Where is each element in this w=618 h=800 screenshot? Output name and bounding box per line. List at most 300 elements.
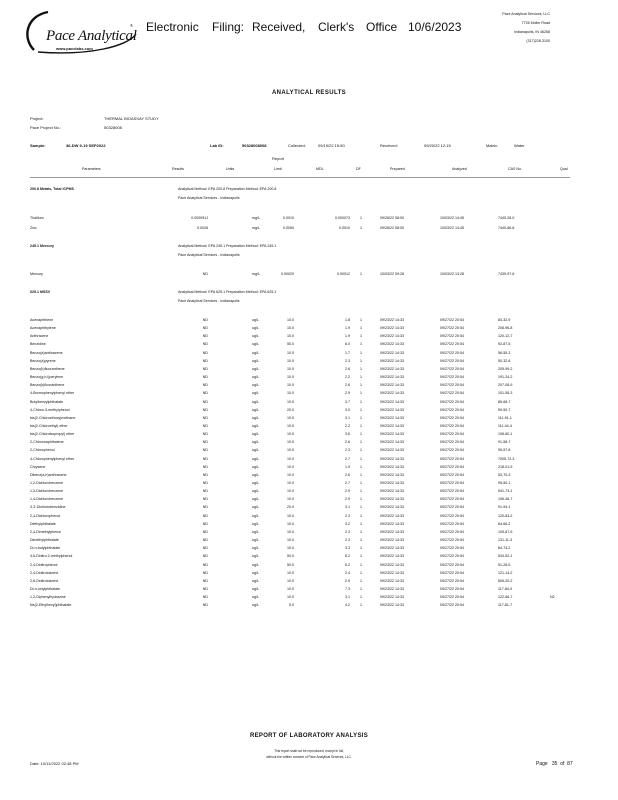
table-row xyxy=(0,505,618,513)
result-value: ND xyxy=(202,432,208,437)
prepared-date: 09/23/22 14:33 xyxy=(380,554,404,559)
df-value: 1 xyxy=(360,472,362,477)
parameter-name: 2,4-Dinitrophenol xyxy=(30,562,58,567)
result-value: ND xyxy=(202,472,208,477)
report-limit-value: 10.0 xyxy=(287,415,294,420)
result-value: ND xyxy=(202,464,208,469)
df-value: 1 xyxy=(360,554,362,559)
analyzed-date: 10/03/22 13:28 xyxy=(440,272,464,276)
unit-value: ug/L xyxy=(252,407,259,412)
result-value: ND xyxy=(202,318,208,322)
parameter-name: bis(2-Chloroisopropyl) ether xyxy=(30,432,75,437)
parameter-name: 4-Bromophenylphenyl ether xyxy=(30,391,75,396)
col-df: DF xyxy=(356,167,361,171)
table-row xyxy=(0,226,618,234)
mdl-value: 1.8 xyxy=(345,318,350,322)
col-limit: Limit xyxy=(274,167,282,171)
result-value: ND xyxy=(202,586,208,591)
table-row xyxy=(0,448,618,456)
page-of: of xyxy=(560,761,565,767)
unit-value: ug/L xyxy=(252,505,259,510)
report-limit-value: 20.0 xyxy=(287,407,294,412)
report-limit-value: 10.0 xyxy=(287,489,294,494)
mdl-value: 2.7 xyxy=(345,481,350,485)
parameter-name: Benzo(g,h,i)perylene xyxy=(30,375,64,380)
unit-value: ug/L xyxy=(252,366,259,371)
unit-value: ug/L xyxy=(252,513,259,518)
unit-value: ug/L xyxy=(252,529,259,534)
prepared-date: 09/23/22 14:33 xyxy=(380,529,404,534)
matrix-label: Matrix: xyxy=(486,143,498,148)
result-value: ND xyxy=(202,578,208,583)
cas-number: 85-68-7 xyxy=(498,399,511,404)
result-value: ND xyxy=(202,603,208,608)
unit-value: ug/L xyxy=(252,456,259,461)
prepared-date: 09/23/22 14:33 xyxy=(380,562,404,567)
result-value: ND xyxy=(202,456,208,461)
analyzed-date: 09/27/22 20:54 xyxy=(440,342,464,347)
prepared-date: 09/23/22 14:33 xyxy=(380,546,404,551)
prepared-date: 10/03/22 09:28 xyxy=(380,272,404,276)
analyzed-date: 09/27/22 20:54 xyxy=(440,440,464,445)
section-lab-row xyxy=(0,253,618,261)
analyzed-date: 09/27/22 20:54 xyxy=(440,334,464,339)
unit-value: mg/L xyxy=(252,226,260,230)
analyzed-date: 09/27/22 20:54 xyxy=(440,366,464,371)
prepared-date: 09/23/22 14:33 xyxy=(380,497,404,502)
prepared-date: 09/23/22 14:33 xyxy=(380,318,404,322)
mdl-value: 2.6 xyxy=(345,366,350,371)
analyzed-date: 09/27/22 20:54 xyxy=(440,603,464,608)
result-value: ND xyxy=(202,399,208,404)
analyzed-date: 09/27/22 20:54 xyxy=(440,407,464,412)
cas-number: 95-50-1 xyxy=(498,481,511,485)
report-limit-value: 10.0 xyxy=(287,513,294,518)
section-method: Analytical Method: EPA 625.1 Preparation Method: EPA 625.1 xyxy=(178,290,277,294)
lab-id-value: 50328008008 xyxy=(242,143,267,148)
df-value: 1 xyxy=(360,578,362,583)
unit-value: mg/L xyxy=(252,272,260,276)
result-value: ND xyxy=(202,513,208,518)
analyzed-date: 09/27/22 20:54 xyxy=(440,399,464,404)
filing-word-5: Office xyxy=(366,20,398,34)
report-limit-value: 50.0 xyxy=(287,562,294,567)
analyzed-date: 09/27/22 20:54 xyxy=(440,464,464,469)
mdl-value: 2.3 xyxy=(345,538,350,543)
mdl-value: 2.9 xyxy=(345,497,350,502)
report-limit-value: 10.0 xyxy=(287,440,294,445)
mdl-value: 3.6 xyxy=(345,432,350,437)
df-value: 1 xyxy=(360,464,362,469)
mdl-value: 6.0 xyxy=(345,342,350,347)
analyzed-date: 09/27/22 20:54 xyxy=(440,423,464,428)
table-row xyxy=(0,587,618,595)
report-date: Date: 10/11/2022 02:48 PM xyxy=(30,761,79,766)
prepared-date: 09/23/22 14:33 xyxy=(380,350,404,355)
col-mdl: MDL xyxy=(316,167,324,171)
analyzed-date: 09/27/22 20:54 xyxy=(440,456,464,461)
parameter-name: 1,4-Dichlorobenzene xyxy=(30,497,64,502)
mdl-value: 2.9 xyxy=(345,578,350,583)
received-label: Received: xyxy=(380,143,398,148)
unit-value: ug/L xyxy=(252,562,259,567)
section-lab-row xyxy=(0,196,618,204)
unit-value: ug/L xyxy=(252,391,259,396)
mdl-value: 2.3 xyxy=(345,513,350,518)
df-value: 1 xyxy=(360,326,362,331)
parameter-name: 4,6-Dinitro-2-methylphenol xyxy=(30,554,73,559)
prepared-date: 09/23/22 14:33 xyxy=(380,432,404,437)
prepared-date: 09/23/22 14:33 xyxy=(380,456,404,461)
analyzed-date: 09/27/22 20:54 xyxy=(440,350,464,355)
lab-address-line: (317)228-3100 xyxy=(526,39,550,43)
report-limit-value: 10.0 xyxy=(287,456,294,461)
result-value: ND xyxy=(202,595,208,600)
lab-address xyxy=(502,10,550,46)
prepared-date: 09/23/22 14:33 xyxy=(380,570,404,575)
df-value: 1 xyxy=(360,423,362,428)
parameter-name: 2,4-Dinitrotoluene xyxy=(30,570,59,575)
table-row xyxy=(0,546,618,554)
parameter-name: 1,2-Diphenylhydrazine xyxy=(30,595,66,600)
report-limit-value: 10.0 xyxy=(287,595,294,600)
unit-value: ug/L xyxy=(252,423,259,428)
cas-number: 207-08-9 xyxy=(498,383,513,388)
mdl-value: 3.2 xyxy=(345,521,350,526)
filing-word-4: Clerk's xyxy=(318,20,355,34)
report-limit-value: 10.0 xyxy=(287,399,294,404)
project-label: Project: xyxy=(30,116,44,121)
filing-word-2: Filing: xyxy=(212,20,245,34)
parameter-name: Mercury xyxy=(30,272,43,276)
unit-value: ug/L xyxy=(252,570,259,575)
mdl-value: 3.1 xyxy=(345,505,350,510)
analyzed-date: 09/27/22 20:54 xyxy=(440,538,464,543)
filing-word-1: Electronic xyxy=(146,20,199,34)
cas-number: 105-67-9 xyxy=(498,529,513,534)
report-limit-value: 10.0 xyxy=(287,521,294,526)
parameter-name: 1,3-Dichlorobenzene xyxy=(30,489,64,494)
table-row xyxy=(0,416,618,424)
table-row xyxy=(0,481,618,489)
mdl-value: 2.9 xyxy=(345,489,350,494)
cas-number: 56-55-3 xyxy=(498,350,511,355)
mdl-value: 1.9 xyxy=(345,326,350,331)
report-footer-title: REPORT OF LABORATORY ANALYSIS xyxy=(249,733,369,739)
report-limit-value: 10.0 xyxy=(287,326,294,331)
unit-value: ug/L xyxy=(252,383,259,388)
cas-number: 7440-28-0 xyxy=(498,216,515,220)
mdl-value: 2.6 xyxy=(345,383,350,388)
result-value: ND xyxy=(202,366,208,371)
table-row xyxy=(0,497,618,505)
section-lab: Pace Analytical Services - Indianapolis xyxy=(178,299,240,303)
cas-number: 122-66-7 xyxy=(498,595,513,600)
unit-value: ug/L xyxy=(252,481,259,485)
cas-number: 120-83-2 xyxy=(498,513,513,518)
parameter-name: Di-n-octylphthalate xyxy=(30,586,60,591)
parameter-name: Benzo(a)pyrene xyxy=(30,358,56,363)
cas-number: 7005-72-3 xyxy=(498,456,515,461)
mdl-value: 5.2 xyxy=(345,562,350,567)
prepared-date: 09/23/22 14:33 xyxy=(380,472,404,477)
analyzed-date: 09/27/22 20:54 xyxy=(440,586,464,591)
collected-label: Collected: xyxy=(288,143,306,148)
result-value: ND xyxy=(202,415,208,420)
table-row xyxy=(0,342,618,350)
col-report-top: Report xyxy=(272,156,285,161)
report-limit-value: 50.0 xyxy=(287,342,294,347)
page-label: Page xyxy=(536,761,548,767)
matrix-value: Water xyxy=(514,143,525,148)
report-limit-value: 50.0 xyxy=(287,554,294,559)
parameter-name: Diethylphthalate xyxy=(30,521,56,526)
unit-value: ug/L xyxy=(252,586,259,591)
cas-number: 218-01-9 xyxy=(498,464,513,469)
column-header-row xyxy=(0,167,618,175)
parameter-name: Benzo(b)fluoranthene xyxy=(30,366,65,371)
table-row xyxy=(0,473,618,481)
unit-value: ug/L xyxy=(252,497,259,502)
parameter-name: 2,4-Dichlorophenol xyxy=(30,513,61,518)
lab-id-label: Lab ID: xyxy=(210,143,224,148)
report-limit-value: 10.0 xyxy=(287,366,294,371)
unit-value: ug/L xyxy=(252,342,259,347)
cas-number: 111-44-4 xyxy=(498,423,512,428)
df-value: 1 xyxy=(360,226,362,230)
report-limit-value: 10.0 xyxy=(287,391,294,396)
result-value: ND xyxy=(202,529,208,534)
parameter-name: Dibenz(a,h)anthracene xyxy=(30,472,67,477)
result-value: ND xyxy=(202,407,208,412)
cas-number: 50-32-8 xyxy=(498,358,511,363)
table-row xyxy=(0,603,618,611)
table-row xyxy=(0,465,618,473)
parameter-name: 2-Chlorophenol xyxy=(30,448,55,453)
mdl-value: 2.3 xyxy=(345,529,350,534)
report-limit-value: 10.0 xyxy=(287,350,294,355)
prepared-date: 09/23/22 14:33 xyxy=(380,489,404,494)
prepared-date: 09/23/22 14:33 xyxy=(380,407,404,412)
parameter-name: Chrysene xyxy=(30,464,46,469)
unit-value: ug/L xyxy=(252,595,259,600)
table-row xyxy=(0,318,618,326)
prepared-date: 09/23/22 14:33 xyxy=(380,391,404,396)
logo-text: Pace Analytical xyxy=(46,28,137,44)
table-row xyxy=(0,359,618,367)
cas-number: 92-87-5 xyxy=(498,342,511,347)
report-limit-value: 10.0 xyxy=(287,529,294,534)
cas-number: 91-94-1 xyxy=(498,505,511,510)
cas-number: 53-70-3 xyxy=(498,472,511,477)
unit-value: ug/L xyxy=(252,415,259,420)
result-value: ND xyxy=(202,358,208,363)
report-limit-value: 10.0 xyxy=(287,375,294,380)
unit-value: ug/L xyxy=(252,350,259,355)
table-row xyxy=(0,538,618,546)
unit-value: ug/L xyxy=(252,472,259,477)
parameter-name: 1,2-Dichlorobenzene xyxy=(30,481,64,485)
cas-number: 84-74-2 xyxy=(498,546,511,551)
result-value: 0.000091J xyxy=(191,216,208,220)
cas-number: 108-60-1 xyxy=(498,432,513,437)
table-row xyxy=(0,563,618,571)
unit-value: ug/L xyxy=(252,464,259,469)
prepared-date: 09/23/22 14:33 xyxy=(380,538,404,543)
parameter-name: bis(2-Ethylhexyl)phthalate xyxy=(30,603,72,608)
unit-value: mg/L xyxy=(252,216,260,220)
cas-number: 59-50-7 xyxy=(498,407,511,412)
mdl-value: 2.7 xyxy=(345,456,350,461)
section-heading xyxy=(0,290,618,298)
analyzed-date: 09/27/22 20:54 xyxy=(440,472,464,477)
unit-value: ug/L xyxy=(252,578,259,583)
project-value: THERMAL BIOASSAY STUDY xyxy=(104,116,159,121)
parameter-name: 4-Chlorophenylphenyl ether xyxy=(30,456,75,461)
df-value: 1 xyxy=(360,407,362,412)
filing-word-3: Received, xyxy=(252,20,306,34)
df-value: 1 xyxy=(360,350,362,355)
df-value: 1 xyxy=(360,505,362,510)
table-row xyxy=(0,440,618,448)
analyzed-date: 09/27/22 20:54 xyxy=(440,481,464,485)
df-value: 1 xyxy=(360,448,362,453)
mdl-value: 3.7 xyxy=(345,399,350,404)
prepared-date: 09/23/22 14:33 xyxy=(380,513,404,518)
col-parameters: Parameters xyxy=(82,167,101,171)
report-limit-value: 10.0 xyxy=(287,464,294,469)
mdl-value: 0.00012 xyxy=(337,272,350,276)
col-prepared: Prepared xyxy=(390,167,405,171)
analyzed-date: 09/27/22 20:54 xyxy=(440,383,464,388)
analyzed-date: 09/27/22 20:54 xyxy=(440,326,464,331)
table-row xyxy=(0,351,618,359)
mdl-value: 2.2 xyxy=(345,375,350,380)
parameter-name: 2-Chloronaphthalene xyxy=(30,440,64,445)
unit-value: ug/L xyxy=(252,603,259,608)
df-value: 1 xyxy=(360,440,362,445)
received-value: 09/20/22 12:15 xyxy=(424,143,451,148)
report-limit-value: 0.0050 xyxy=(283,226,294,230)
df-value: 1 xyxy=(360,603,362,608)
mdl-value: 2.4 xyxy=(345,570,350,575)
table-row xyxy=(0,326,618,334)
df-value: 1 xyxy=(360,318,362,322)
cas-number: 191-24-2 xyxy=(498,375,513,380)
analyzed-date: 10/03/22 14:45 xyxy=(440,226,464,230)
parameter-name: Di-n-butylphthalate xyxy=(30,546,61,551)
analyzed-date: 09/27/22 20:54 xyxy=(440,529,464,534)
df-value: 1 xyxy=(360,513,362,518)
cas-number: 121-14-2 xyxy=(498,570,513,575)
sample-value: 36-DW 9-19 SEP2022 xyxy=(66,143,106,148)
mdl-value: 2.9 xyxy=(345,391,350,396)
unit-value: ug/L xyxy=(252,546,259,551)
parameter-name: bis(2-Chloroethyl) ether xyxy=(30,423,68,428)
section-name: 625.1 MSSV xyxy=(30,290,51,294)
table-row xyxy=(0,489,618,497)
report-limit-value: 10.0 xyxy=(287,432,294,437)
cas-number: 541-73-1 xyxy=(498,489,513,494)
collected-value: 09/19/22 15:50 xyxy=(318,143,345,148)
col-units: Units xyxy=(226,167,235,171)
section-method: Analytical Method: EPA 200.8 Preparation Method: EPA 200.8 xyxy=(178,187,277,191)
prepared-date: 09/23/22 14:33 xyxy=(380,481,404,485)
unit-value: ug/L xyxy=(252,538,259,543)
result-value: ND xyxy=(202,342,208,347)
table-row xyxy=(0,530,618,538)
lab-address-line: Pace Analytical Services, LLC xyxy=(502,12,550,16)
analyzed-date: 09/27/22 20:54 xyxy=(440,554,464,559)
parameter-name: 4-Chloro-3-methylphenol xyxy=(30,407,70,412)
cas-number: 84-66-2 xyxy=(498,521,511,526)
prepared-date: 09/23/22 14:33 xyxy=(380,603,404,608)
section-lab-row xyxy=(0,299,618,307)
result-value: ND xyxy=(202,554,208,559)
result-value: ND xyxy=(202,423,208,428)
prepared-date: 09/23/22 14:33 xyxy=(380,375,404,380)
cas-number: 534-52-1 xyxy=(498,554,513,559)
parameter-name: 2,6-Dinitrotoluene xyxy=(30,578,59,583)
unit-value: ug/L xyxy=(252,399,259,404)
section-heading xyxy=(0,187,618,195)
result-value: ND xyxy=(202,326,208,331)
analyzed-date: 09/27/22 20:54 xyxy=(440,497,464,502)
prepared-date: 09/23/22 14:33 xyxy=(380,326,404,331)
analyzed-date: 09/27/22 20:54 xyxy=(440,432,464,437)
prepared-date: 09/28/22 08:00 xyxy=(380,226,404,230)
table-row xyxy=(0,383,618,391)
analyzed-date: 09/27/22 20:54 xyxy=(440,513,464,518)
mdl-value: 3.1 xyxy=(345,595,350,600)
report-limit-value: 10.0 xyxy=(287,570,294,575)
mdl-value: 3.1 xyxy=(345,415,350,420)
parameter-name: Acenaphthylene xyxy=(30,326,56,331)
footer-note-line: without the written consent of Pace Analytical Services, LLC. xyxy=(266,755,352,759)
col-results: Results xyxy=(172,167,184,171)
parameter-name: Anthracene xyxy=(30,334,49,339)
analyzed-date: 09/27/22 20:54 xyxy=(440,578,464,583)
unit-value: ug/L xyxy=(252,432,259,437)
report-limit-value: 10.0 xyxy=(287,481,294,485)
unit-value: ug/L xyxy=(252,554,259,559)
lab-address-line: Indianapolis, IN 46268 xyxy=(514,30,550,34)
page-number: 35 xyxy=(551,761,558,767)
result-value: ND xyxy=(202,350,208,355)
cas-number: 205-99-2 xyxy=(498,366,513,371)
parameter-name: Benzidine xyxy=(30,342,46,347)
mdl-value: 8.2 xyxy=(345,554,350,559)
result-value: ND xyxy=(202,521,208,526)
result-value: 0.0026 xyxy=(197,226,208,230)
table-row xyxy=(0,522,618,530)
unit-value: ug/L xyxy=(252,521,259,526)
analyzed-date: 10/03/22 14:45 xyxy=(440,216,464,220)
cas-number: 111-91-1 xyxy=(498,415,512,420)
mdl-value: 0.000073 xyxy=(335,216,350,220)
table-row xyxy=(0,595,618,603)
pace-project-value: 50328008 xyxy=(104,125,122,130)
report-limit-value: 10.0 xyxy=(287,546,294,551)
prepared-date: 09/23/22 14:33 xyxy=(380,342,404,347)
df-value: 1 xyxy=(360,481,362,485)
report-limit-value: 0.0010 xyxy=(283,216,294,220)
df-value: 1 xyxy=(360,415,362,420)
parameter-name: Dimethylphthalate xyxy=(30,538,59,543)
result-value: ND xyxy=(202,383,208,388)
pace-project-label: Pace Project No.: xyxy=(30,125,62,130)
parameter-name: bis(2-Chloroethoxy)methane xyxy=(30,415,76,420)
